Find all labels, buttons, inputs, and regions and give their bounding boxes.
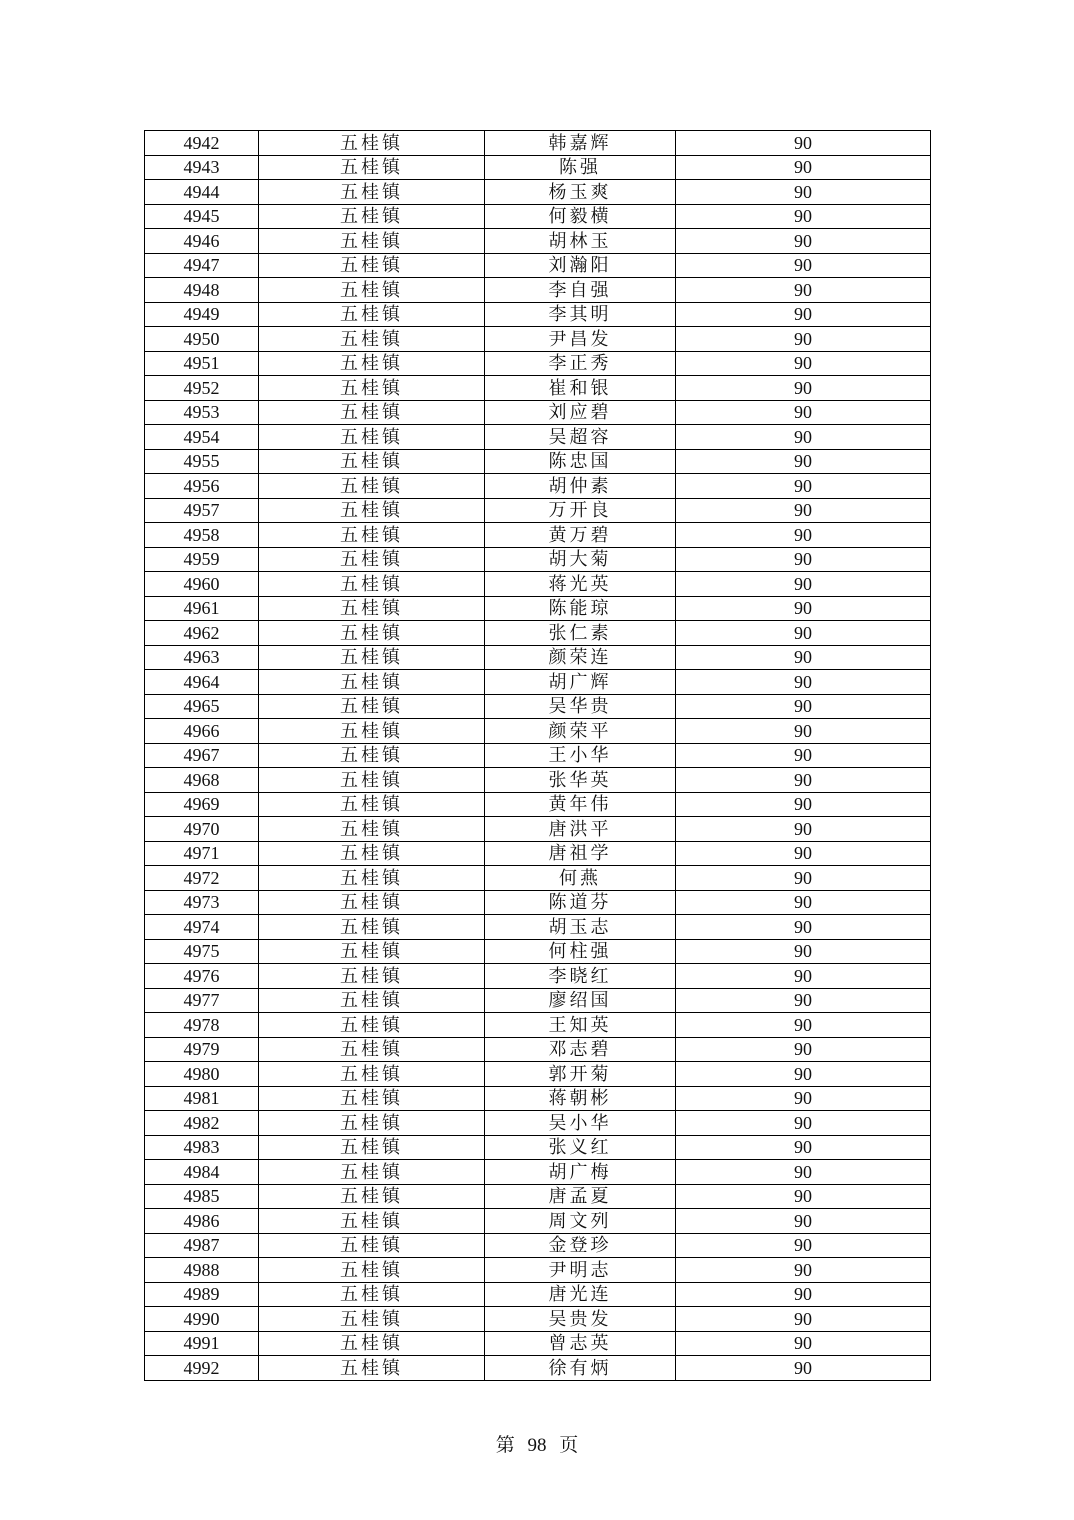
table-row [145, 1135, 931, 1160]
row-number-cell: 4970 [145, 817, 259, 842]
town-cell: 五桂镇 [259, 939, 485, 964]
town-cell: 五桂镇 [259, 1258, 485, 1283]
row-number-cell: 4984 [145, 1160, 259, 1185]
score-cell: 90 [676, 229, 931, 254]
town-cell: 五桂镇 [259, 817, 485, 842]
score-cell: 90 [676, 964, 931, 989]
table-row [145, 792, 931, 817]
score-cell: 90 [676, 376, 931, 401]
name-cell: 吴华贵 [485, 694, 676, 719]
score-cell: 90 [676, 1209, 931, 1234]
name-cell: 陈强 [485, 155, 676, 180]
table-row [145, 1062, 931, 1087]
name-cell: 崔和银 [485, 376, 676, 401]
table-row [145, 302, 931, 327]
town-cell: 五桂镇 [259, 376, 485, 401]
score-cell: 90 [676, 1282, 931, 1307]
town-cell: 五桂镇 [259, 743, 485, 768]
town-cell: 五桂镇 [259, 964, 485, 989]
town-cell: 五桂镇 [259, 1209, 485, 1234]
score-cell: 90 [676, 1307, 931, 1332]
name-cell: 张仁素 [485, 621, 676, 646]
town-cell: 五桂镇 [259, 498, 485, 523]
score-cell: 90 [676, 768, 931, 793]
score-cell: 90 [676, 1111, 931, 1136]
table-row [145, 1037, 931, 1062]
town-cell: 五桂镇 [259, 768, 485, 793]
name-cell: 唐洪平 [485, 817, 676, 842]
name-cell: 廖绍国 [485, 988, 676, 1013]
town-cell: 五桂镇 [259, 229, 485, 254]
score-cell: 90 [676, 547, 931, 572]
score-cell: 90 [676, 1184, 931, 1209]
row-number-cell: 4988 [145, 1258, 259, 1283]
row-number-cell: 4966 [145, 719, 259, 744]
table-row [145, 1282, 931, 1307]
name-cell: 何柱强 [485, 939, 676, 964]
row-number-cell: 4967 [145, 743, 259, 768]
row-number-cell: 4964 [145, 670, 259, 695]
score-cell: 90 [676, 351, 931, 376]
town-cell: 五桂镇 [259, 915, 485, 940]
score-cell: 90 [676, 1160, 931, 1185]
table-row [145, 425, 931, 450]
town-cell: 五桂镇 [259, 547, 485, 572]
row-number-cell: 4956 [145, 474, 259, 499]
town-cell: 五桂镇 [259, 1233, 485, 1258]
table-row [145, 645, 931, 670]
town-cell: 五桂镇 [259, 596, 485, 621]
town-cell: 五桂镇 [259, 351, 485, 376]
town-cell: 五桂镇 [259, 1013, 485, 1038]
score-cell: 90 [676, 939, 931, 964]
score-cell: 90 [676, 890, 931, 915]
town-cell: 五桂镇 [259, 1184, 485, 1209]
page-label-suffix: 页 [559, 1435, 579, 1456]
row-number-cell: 4943 [145, 155, 259, 180]
table-row [145, 988, 931, 1013]
name-cell: 李其明 [485, 302, 676, 327]
score-cell: 90 [676, 327, 931, 352]
table-row [145, 1160, 931, 1185]
name-cell: 尹明志 [485, 1258, 676, 1283]
town-cell: 五桂镇 [259, 1282, 485, 1307]
town-cell: 五桂镇 [259, 1356, 485, 1381]
table-row [145, 498, 931, 523]
name-cell: 胡广辉 [485, 670, 676, 695]
table-row [145, 1307, 931, 1332]
town-cell: 五桂镇 [259, 645, 485, 670]
town-cell: 五桂镇 [259, 327, 485, 352]
table-row [145, 1233, 931, 1258]
name-cell: 张华英 [485, 768, 676, 793]
row-number-cell: 4947 [145, 253, 259, 278]
name-cell: 蒋朝彬 [485, 1086, 676, 1111]
score-cell: 90 [676, 572, 931, 597]
town-cell: 五桂镇 [259, 253, 485, 278]
score-cell: 90 [676, 474, 931, 499]
town-cell: 五桂镇 [259, 572, 485, 597]
name-cell: 胡仲素 [485, 474, 676, 499]
score-cell: 90 [676, 817, 931, 842]
score-cell: 90 [676, 1013, 931, 1038]
town-cell: 五桂镇 [259, 1111, 485, 1136]
row-number-cell: 4949 [145, 302, 259, 327]
name-cell: 唐祖学 [485, 841, 676, 866]
town-cell: 五桂镇 [259, 890, 485, 915]
score-cell: 90 [676, 1258, 931, 1283]
page-number: 98 [527, 1435, 547, 1456]
row-number-cell: 4980 [145, 1062, 259, 1087]
town-cell: 五桂镇 [259, 302, 485, 327]
score-cell: 90 [676, 743, 931, 768]
table-row [145, 719, 931, 744]
row-number-cell: 4959 [145, 547, 259, 572]
name-cell: 张义红 [485, 1135, 676, 1160]
row-number-cell: 4948 [145, 278, 259, 303]
table-row [145, 572, 931, 597]
table-row [145, 1111, 931, 1136]
row-number-cell: 4946 [145, 229, 259, 254]
score-cell: 90 [676, 1086, 931, 1111]
name-cell: 胡玉志 [485, 915, 676, 940]
town-cell: 五桂镇 [259, 1062, 485, 1087]
table-row [145, 351, 931, 376]
table-row [145, 155, 931, 180]
score-cell: 90 [676, 988, 931, 1013]
row-number-cell: 4974 [145, 915, 259, 940]
table-row [145, 866, 931, 891]
row-number-cell: 4983 [145, 1135, 259, 1160]
row-number-cell: 4963 [145, 645, 259, 670]
name-cell: 尹昌发 [485, 327, 676, 352]
score-cell: 90 [676, 449, 931, 474]
row-number-cell: 4965 [145, 694, 259, 719]
row-number-cell: 4961 [145, 596, 259, 621]
row-number-cell: 4978 [145, 1013, 259, 1038]
row-number-cell: 4945 [145, 204, 259, 229]
name-cell: 周文列 [485, 1209, 676, 1234]
table-row [145, 204, 931, 229]
record-table [144, 130, 931, 1381]
town-cell: 五桂镇 [259, 204, 485, 229]
name-cell: 杨玉爽 [485, 180, 676, 205]
row-number-cell: 4985 [145, 1184, 259, 1209]
name-cell: 何毅横 [485, 204, 676, 229]
town-cell: 五桂镇 [259, 155, 485, 180]
town-cell: 五桂镇 [259, 988, 485, 1013]
table-row [145, 400, 931, 425]
score-cell: 90 [676, 400, 931, 425]
table-row [145, 547, 931, 572]
name-cell: 吴贵发 [485, 1307, 676, 1332]
name-cell: 李晓红 [485, 964, 676, 989]
town-cell: 五桂镇 [259, 841, 485, 866]
town-cell: 五桂镇 [259, 400, 485, 425]
town-cell: 五桂镇 [259, 1086, 485, 1111]
row-number-cell: 4972 [145, 866, 259, 891]
town-cell: 五桂镇 [259, 449, 485, 474]
table-row [145, 376, 931, 401]
row-number-cell: 4977 [145, 988, 259, 1013]
table-row [145, 327, 931, 352]
row-number-cell: 4989 [145, 1282, 259, 1307]
score-cell: 90 [676, 1062, 931, 1087]
table-row [145, 670, 931, 695]
name-cell: 黄年伟 [485, 792, 676, 817]
row-number-cell: 4981 [145, 1086, 259, 1111]
name-cell: 李自强 [485, 278, 676, 303]
score-cell: 90 [676, 180, 931, 205]
page-label-prefix: 第 [495, 1435, 515, 1456]
row-number-cell: 4992 [145, 1356, 259, 1381]
row-number-cell: 4986 [145, 1209, 259, 1234]
table-row [145, 964, 931, 989]
table-row [145, 1209, 931, 1234]
page-footer [0, 1430, 1074, 1457]
town-cell: 五桂镇 [259, 792, 485, 817]
score-cell: 90 [676, 866, 931, 891]
score-cell: 90 [676, 694, 931, 719]
score-cell: 90 [676, 131, 931, 156]
table-row [145, 1086, 931, 1111]
row-number-cell: 4942 [145, 131, 259, 156]
score-cell: 90 [676, 523, 931, 548]
name-cell: 陈能琼 [485, 596, 676, 621]
name-cell: 韩嘉辉 [485, 131, 676, 156]
score-cell: 90 [676, 498, 931, 523]
row-number-cell: 4976 [145, 964, 259, 989]
score-cell: 90 [676, 1233, 931, 1258]
row-number-cell: 4990 [145, 1307, 259, 1332]
name-cell: 颜荣连 [485, 645, 676, 670]
row-number-cell: 4987 [145, 1233, 259, 1258]
row-number-cell: 4971 [145, 841, 259, 866]
name-cell: 王小华 [485, 743, 676, 768]
name-cell: 刘应碧 [485, 400, 676, 425]
score-cell: 90 [676, 841, 931, 866]
table-row [145, 229, 931, 254]
name-cell: 蒋光英 [485, 572, 676, 597]
table-row [145, 817, 931, 842]
score-cell: 90 [676, 425, 931, 450]
table-row [145, 915, 931, 940]
score-cell: 90 [676, 253, 931, 278]
town-cell: 五桂镇 [259, 1037, 485, 1062]
score-cell: 90 [676, 1037, 931, 1062]
table-row [145, 131, 931, 156]
town-cell: 五桂镇 [259, 1135, 485, 1160]
score-cell: 90 [676, 1356, 931, 1381]
score-cell: 90 [676, 1135, 931, 1160]
score-cell: 90 [676, 1331, 931, 1356]
table-row [145, 1331, 931, 1356]
name-cell: 何燕 [485, 866, 676, 891]
town-cell: 五桂镇 [259, 425, 485, 450]
row-number-cell: 4955 [145, 449, 259, 474]
town-cell: 五桂镇 [259, 866, 485, 891]
score-cell: 90 [676, 792, 931, 817]
table-row [145, 841, 931, 866]
table-row [145, 523, 931, 548]
table-row [145, 474, 931, 499]
row-number-cell: 4962 [145, 621, 259, 646]
town-cell: 五桂镇 [259, 1307, 485, 1332]
table-row [145, 1356, 931, 1381]
name-cell: 徐有炳 [485, 1356, 676, 1381]
name-cell: 唐光连 [485, 1282, 676, 1307]
row-number-cell: 4968 [145, 768, 259, 793]
row-number-cell: 4950 [145, 327, 259, 352]
table-row [145, 939, 931, 964]
name-cell: 郭开菊 [485, 1062, 676, 1087]
town-cell: 五桂镇 [259, 670, 485, 695]
town-cell: 五桂镇 [259, 719, 485, 744]
table-row [145, 278, 931, 303]
town-cell: 五桂镇 [259, 474, 485, 499]
row-number-cell: 4951 [145, 351, 259, 376]
name-cell: 李正秀 [485, 351, 676, 376]
name-cell: 胡广梅 [485, 1160, 676, 1185]
name-cell: 胡林玉 [485, 229, 676, 254]
name-cell: 王知英 [485, 1013, 676, 1038]
row-number-cell: 4957 [145, 498, 259, 523]
town-cell: 五桂镇 [259, 523, 485, 548]
town-cell: 五桂镇 [259, 1160, 485, 1185]
table-row [145, 253, 931, 278]
town-cell: 五桂镇 [259, 1331, 485, 1356]
name-cell: 黄万碧 [485, 523, 676, 548]
town-cell: 五桂镇 [259, 694, 485, 719]
score-cell: 90 [676, 645, 931, 670]
name-cell: 邓志碧 [485, 1037, 676, 1062]
name-cell: 胡大菊 [485, 547, 676, 572]
row-number-cell: 4954 [145, 425, 259, 450]
row-number-cell: 4991 [145, 1331, 259, 1356]
row-number-cell: 4952 [145, 376, 259, 401]
row-number-cell: 4953 [145, 400, 259, 425]
table-row [145, 1258, 931, 1283]
row-number-cell: 4975 [145, 939, 259, 964]
name-cell: 万开良 [485, 498, 676, 523]
name-cell: 陈忠国 [485, 449, 676, 474]
record-table-body [145, 131, 931, 1381]
row-number-cell: 4969 [145, 792, 259, 817]
table-row [145, 743, 931, 768]
name-cell: 吴小华 [485, 1111, 676, 1136]
name-cell: 金登珍 [485, 1233, 676, 1258]
score-cell: 90 [676, 278, 931, 303]
row-number-cell: 4960 [145, 572, 259, 597]
score-cell: 90 [676, 596, 931, 621]
table-row [145, 180, 931, 205]
name-cell: 吴超容 [485, 425, 676, 450]
row-number-cell: 4958 [145, 523, 259, 548]
table-row [145, 768, 931, 793]
town-cell: 五桂镇 [259, 131, 485, 156]
row-number-cell: 4944 [145, 180, 259, 205]
score-cell: 90 [676, 915, 931, 940]
score-cell: 90 [676, 719, 931, 744]
table-row [145, 621, 931, 646]
table-row [145, 596, 931, 621]
town-cell: 五桂镇 [259, 621, 485, 646]
table-row [145, 1184, 931, 1209]
table-row [145, 890, 931, 915]
row-number-cell: 4973 [145, 890, 259, 915]
score-cell: 90 [676, 670, 931, 695]
town-cell: 五桂镇 [259, 180, 485, 205]
score-cell: 90 [676, 302, 931, 327]
row-number-cell: 4979 [145, 1037, 259, 1062]
name-cell: 陈道芬 [485, 890, 676, 915]
table-row [145, 449, 931, 474]
score-cell: 90 [676, 621, 931, 646]
name-cell: 颜荣平 [485, 719, 676, 744]
table-row [145, 1013, 931, 1038]
name-cell: 唐孟夏 [485, 1184, 676, 1209]
score-cell: 90 [676, 155, 931, 180]
name-cell: 曾志英 [485, 1331, 676, 1356]
town-cell: 五桂镇 [259, 278, 485, 303]
table-row [145, 694, 931, 719]
name-cell: 刘瀚阳 [485, 253, 676, 278]
score-cell: 90 [676, 204, 931, 229]
row-number-cell: 4982 [145, 1111, 259, 1136]
